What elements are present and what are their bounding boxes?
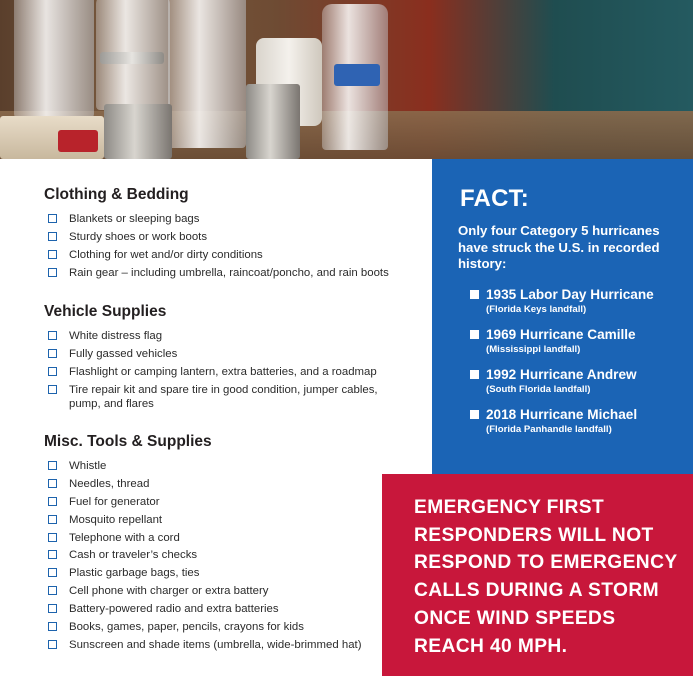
checklist-item-label: Rain gear – including umbrella, raincoat/poncho, and rain boots (69, 267, 389, 279)
hurricane-name: 1935 Labor Day Hurricane (486, 287, 654, 302)
checkbox[interactable] (48, 640, 57, 649)
checklist-item (44, 602, 394, 616)
fact-panel (432, 159, 693, 474)
header-photo (0, 0, 693, 159)
checkbox[interactable] (48, 586, 57, 595)
hurricane-location: (Florida Panhandle landfall) (486, 424, 612, 435)
checkbox[interactable] (48, 349, 57, 358)
bullet-square-icon (470, 290, 479, 299)
bottle-label (334, 64, 380, 86)
checklist-item (44, 548, 394, 562)
checklist-item-label: Blankets or sleeping bags (69, 213, 200, 225)
checklist-item-label: Fuel for generator (69, 496, 160, 508)
tin-can (246, 84, 300, 159)
section-title-vehicle: Vehicle Supplies (44, 303, 167, 320)
fact-title: FACT: (460, 185, 529, 212)
fact-intro: Only four Category 5 hurricanes have struck the U.S. in recorded history: (458, 223, 660, 271)
checklist-item-label: Flashlight or camping lantern, extra batteries, and a roadmap (69, 366, 377, 378)
checklist-item (44, 584, 394, 598)
checklist-item (44, 459, 394, 473)
checklist-item-label: Cell phone with charger or extra battery (69, 585, 269, 597)
checklist-item-label: Books, games, paper, pencils, crayons for kids (69, 621, 304, 633)
checklist-item-label: Tire repair kit and spare tire in good condition, jumper cables, pump, and flares (69, 384, 378, 410)
section-title-misc: Misc. Tools & Supplies (44, 433, 212, 450)
checkbox[interactable] (48, 232, 57, 241)
checklist-item-label: Battery-powered radio and extra batteries (69, 603, 279, 615)
checkbox[interactable] (48, 268, 57, 277)
checkbox[interactable] (48, 533, 57, 542)
warning-text: EMERGENCY FIRST RESPONDERS WILL NOT RESPOND TO EMERGENCY CALLS DURING A STORM ONCE WIND SPEEDS REACH 40 MPH. (414, 497, 678, 657)
checkbox[interactable] (48, 622, 57, 631)
bullet-square-icon (470, 330, 479, 339)
checkbox[interactable] (48, 515, 57, 524)
checklist-item (44, 477, 394, 491)
checkbox[interactable] (48, 479, 57, 488)
checkbox[interactable] (48, 385, 57, 394)
checkbox[interactable] (48, 550, 57, 559)
checkbox[interactable] (48, 461, 57, 470)
section-title-clothing: Clothing & Bedding (44, 186, 189, 203)
hurricane-location: (Mississippi landfall) (486, 344, 581, 355)
checkbox[interactable] (48, 568, 57, 577)
hurricane-location: (South Florida landfall) (486, 384, 591, 395)
checklist-item-label: Needles, thread (69, 478, 150, 490)
checklist-item (44, 513, 394, 527)
tin-can (104, 104, 172, 159)
checklist-item-label: Plastic garbage bags, ties (69, 567, 200, 579)
checklist-item-label: Whistle (69, 460, 107, 472)
checklist-item (44, 531, 394, 545)
hurricane-entry (470, 287, 654, 315)
checklist-item (44, 347, 394, 361)
checklist-item (44, 248, 394, 262)
checklist-item (44, 495, 394, 509)
checklist-item-label: Sunscreen and shade items (umbrella, wide-brimmed hat) (69, 639, 362, 651)
hurricane-name: 2018 Hurricane Michael (486, 407, 638, 422)
red-lid (58, 130, 98, 152)
hurricane-entry (470, 327, 636, 355)
checkbox[interactable] (48, 250, 57, 259)
checkbox[interactable] (48, 214, 57, 223)
checklist-item (44, 365, 394, 379)
checklist-item-label: Fully gassed vehicles (69, 348, 178, 360)
checkbox[interactable] (48, 367, 57, 376)
plastic-bottle (168, 0, 246, 148)
checklist-item (44, 638, 394, 652)
checklist-item (44, 566, 394, 580)
checklist-item-label: Cash or traveler’s checks (69, 549, 198, 561)
checkbox[interactable] (48, 497, 57, 506)
hurricane-location: (Florida Keys landfall) (486, 304, 587, 315)
checklist-item (44, 212, 394, 226)
checklist-item (44, 383, 394, 411)
bullet-square-icon (470, 370, 479, 379)
checkbox[interactable] (48, 331, 57, 340)
bullet-square-icon (470, 410, 479, 419)
checklist-item (44, 230, 394, 244)
checklist-item-label: Mosquito repellant (69, 514, 163, 526)
checklist-item-label: Sturdy shoes or work boots (69, 231, 208, 243)
checklist-item-label: Telephone with a cord (69, 532, 180, 544)
checklist-item-label: Clothing for wet and/or dirty conditions (69, 249, 263, 261)
checklist-item (44, 266, 394, 280)
hurricane-name: 1992 Hurricane Andrew (486, 367, 637, 382)
jar-lid (100, 52, 164, 64)
glass-jar (14, 0, 94, 118)
hurricane-name: 1969 Hurricane Camille (486, 327, 636, 342)
warning-panel (382, 474, 693, 676)
checklist-item (44, 620, 394, 634)
checklist-item-label: White distress flag (69, 330, 163, 342)
hurricane-entry (470, 407, 637, 435)
hurricane-entry (470, 367, 637, 395)
checkbox[interactable] (48, 604, 57, 613)
checklist-item (44, 329, 394, 343)
